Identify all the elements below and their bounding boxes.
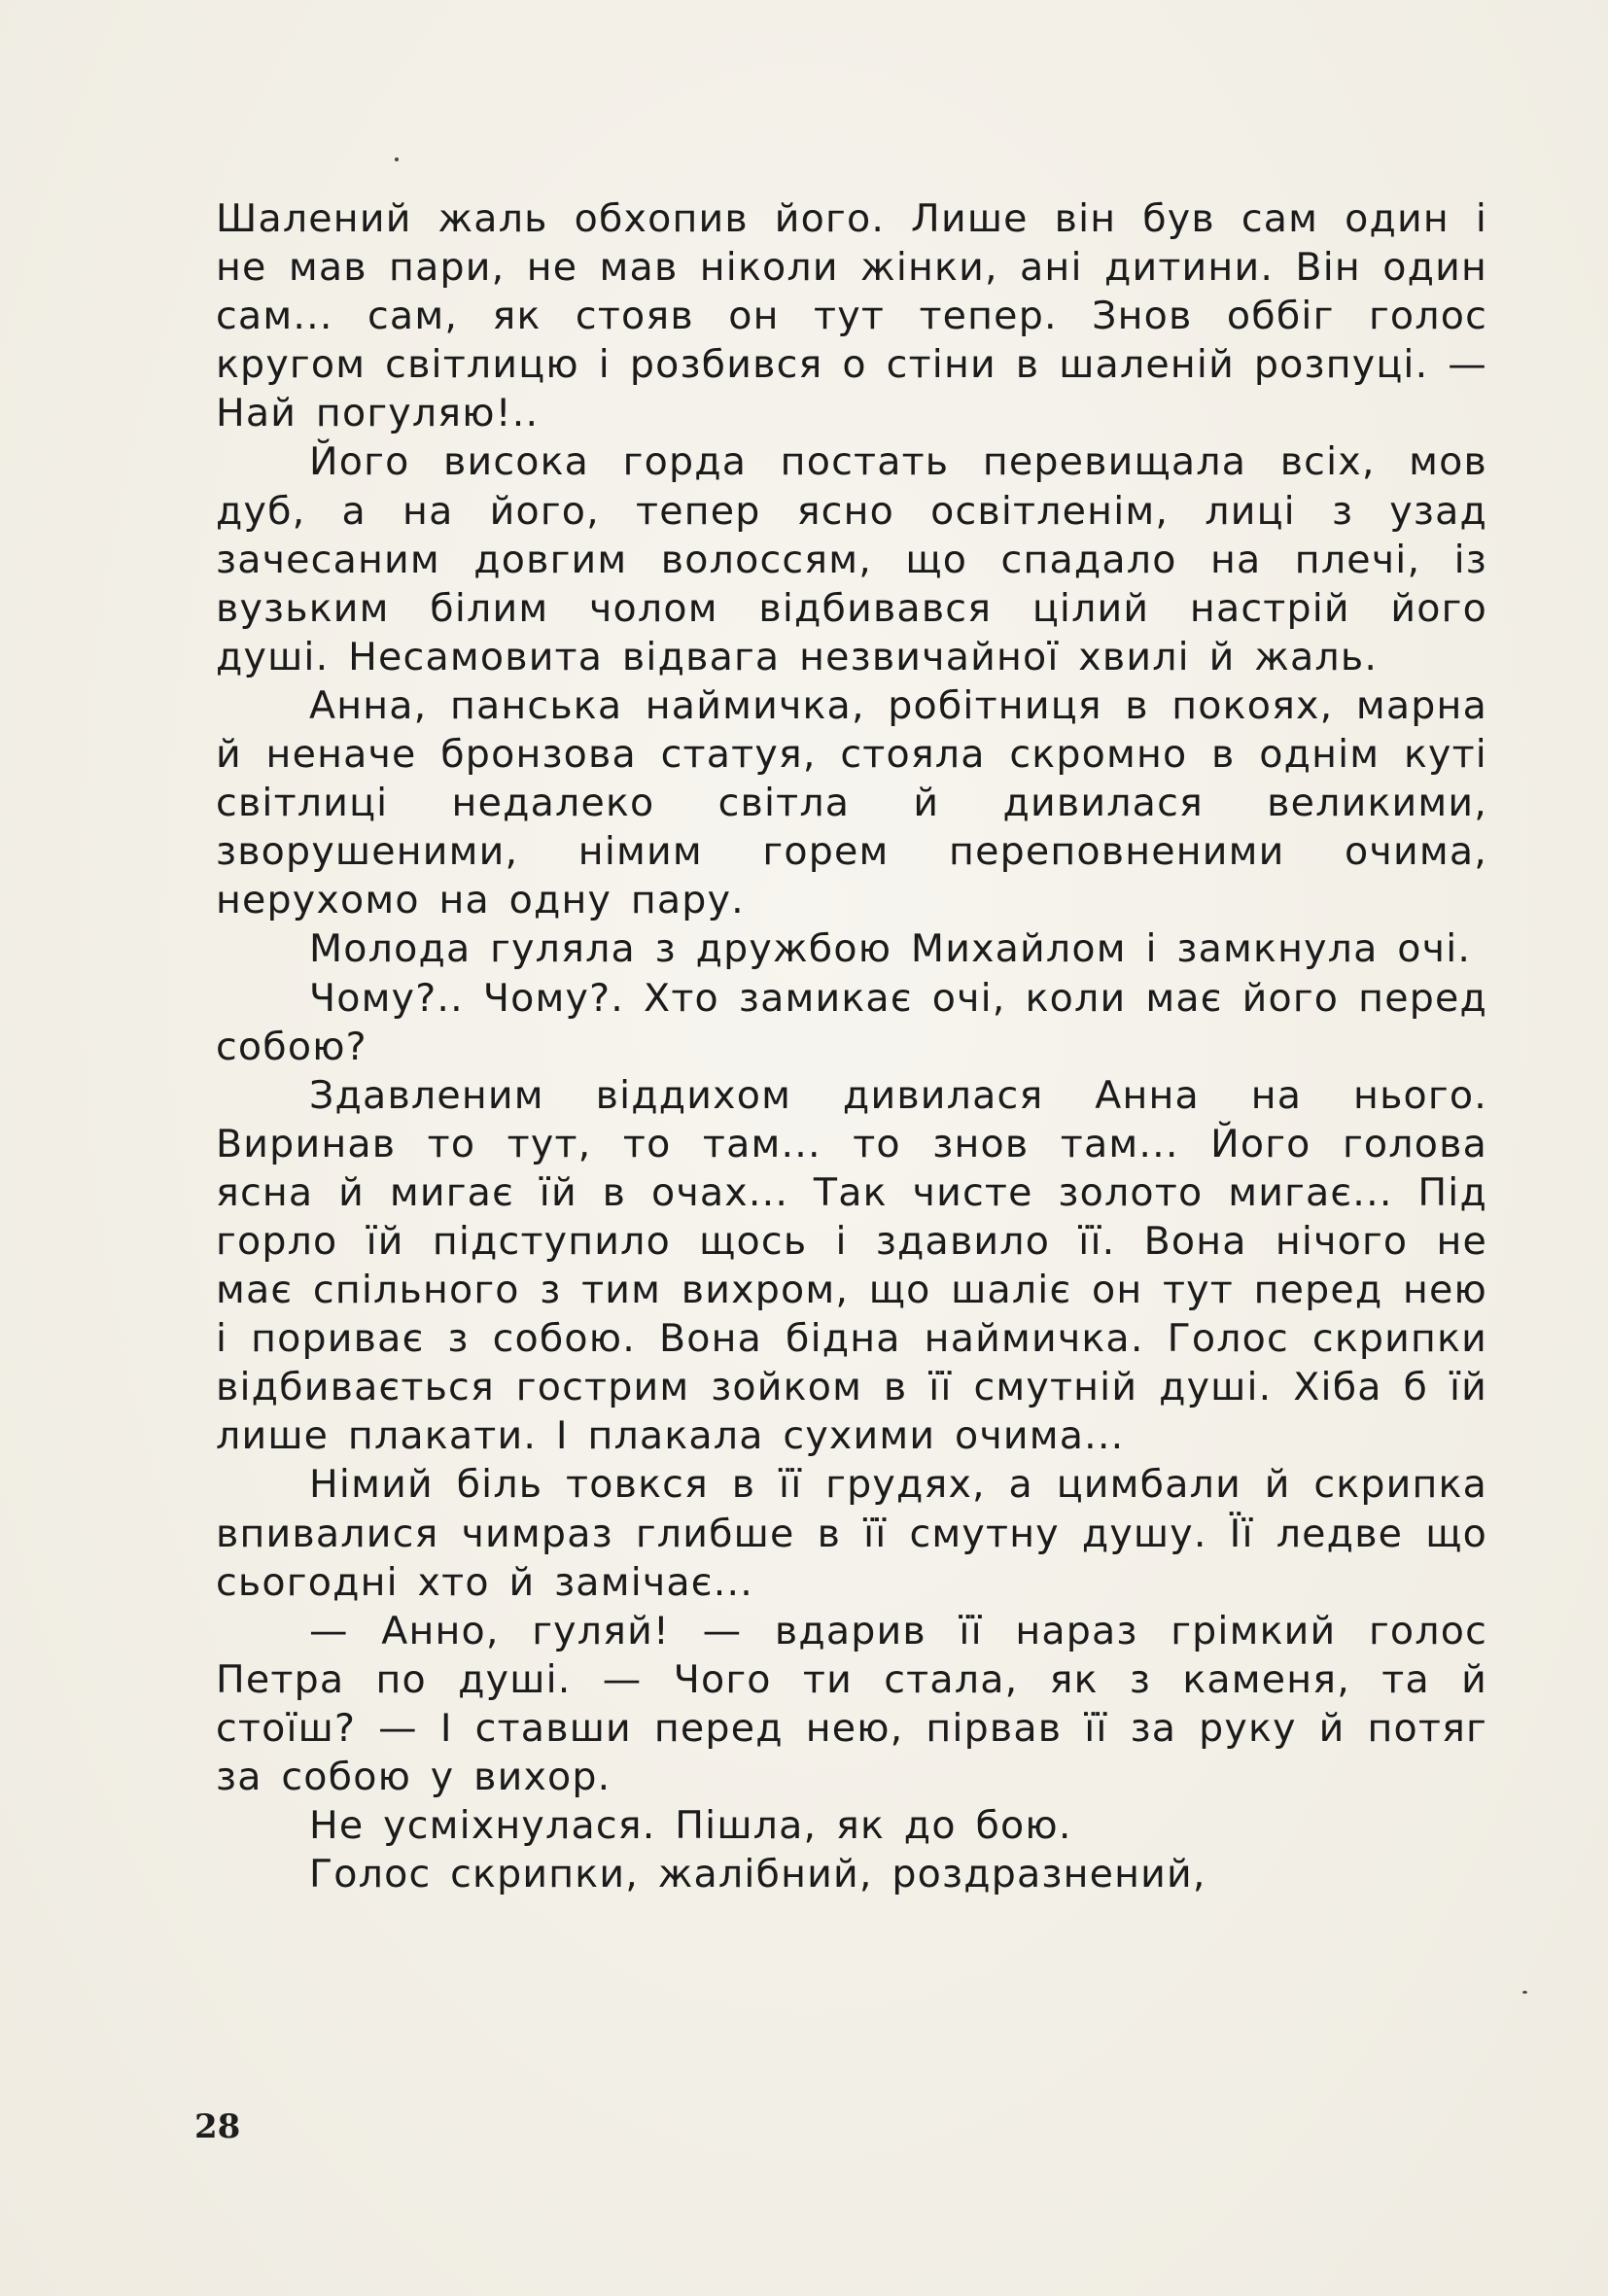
paragraph: Молода гуляла з дружбою Михайлом і замкнула очі. <box>309 926 1472 972</box>
paragraph: Анна, панська наймичка, робітниця в покоях, марна й неначе бронзова статуя, стояла скромно в однім куті світлиці недалеко світла й дивилася великими, зворушеними, німим горем переповненими очима, нерухомо на одну пару. <box>216 682 1487 923</box>
paragraph: Здавленим віддихом дивилася Анна на нього. Виринав то тут, то там... то знов там... Його голова ясна й мигає їй в очах... Так чисте золото мигає... Під горло їй підступило щось і здавило її. Вона нічого не має спільного з тим вихром, що шаліє он тут перед нею і пориває з собою. Вона бідна наймичка. Голос скрипки відбивається гострим зойком в її смутній душі. Хіба б їй лише плакати. І плакала сухими очима... <box>216 1072 1487 1459</box>
paragraph: Німий біль товкся в її грудях, а цимбали й скрипка впивалися чимраз глибше в її смутну душу. Її ледве що сьогодні хто й замічає... <box>216 1462 1487 1605</box>
body-text <box>216 194 1487 1898</box>
paragraph: — Анно, гуляй! — вдарив її нараз грімкий голос Петра по душі. — Чого ти стала, як з каменя, та й стоїш? — І ставши перед нею, пірвав її за руку й потяг за собою у вихор. <box>216 1608 1487 1799</box>
paragraph: Чому?.. Чому?. Хто замикає очі, коли має його перед собою? <box>216 975 1487 1069</box>
print-speck <box>1522 1991 1527 1994</box>
paragraph: Його висока горда постать перевищала всіх, мов дуб, а на його, тепер ясно освітленім, лиці з узад зачесаним довгим волоссям, що спадало на плечі, із вузьким білим чолом відбивався цілий настрій його душі. Несамовита відвага незвичайної хвилі й жаль. <box>216 439 1487 679</box>
page-number: 28 <box>194 2107 241 2146</box>
paragraph: Голос скрипки, жалібний, роздразнений, <box>309 1852 1206 1897</box>
print-speck <box>395 157 399 161</box>
paragraph: Шалений жаль обхопив його. Лише він був сам один і не мав пари, не мав ніколи жінки, ані дитини. Він один сам... сам, як стояв он тут тепер. Знов оббіг голос кругом світлицю і розбився о стіни в шаленій розпуці. — Най погуляю!.. <box>216 196 1487 436</box>
paragraph: Не усміхнулася. Пішла, як до бою. <box>309 1803 1072 1849</box>
